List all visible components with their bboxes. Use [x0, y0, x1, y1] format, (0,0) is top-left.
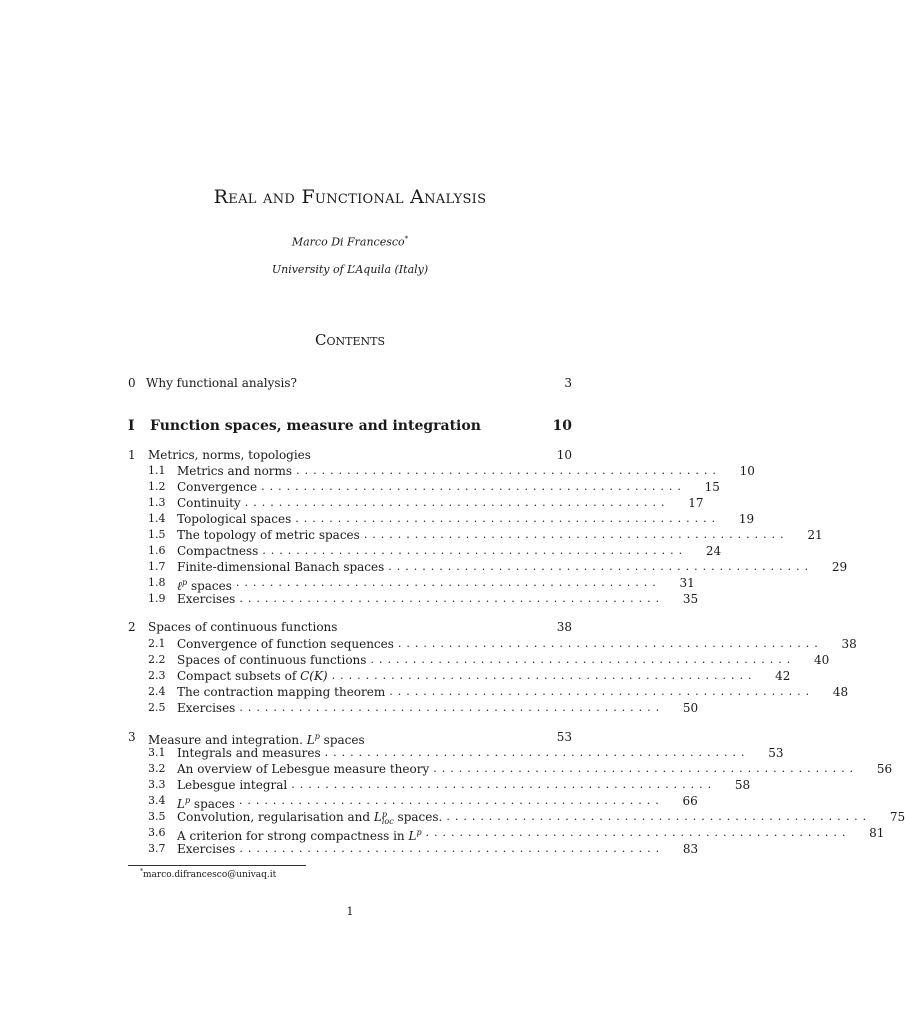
dot-leader: ..................................................: [244, 496, 670, 509]
section-title: Integrals and measures: [177, 746, 321, 760]
section-title: Finite-dimensional Banach spaces: [177, 560, 385, 574]
section-title: The contraction mapping theorem: [177, 685, 386, 699]
page-number: 1: [346, 905, 354, 918]
toc-section[interactable]: [148, 777, 751, 793]
section-title: Convergence: [177, 480, 258, 494]
section-title: [177, 793, 235, 809]
section-title-text: A criterion for strong compactness in: [177, 829, 409, 843]
footnote-mark: *: [140, 868, 143, 875]
math-superscript: p: [182, 578, 188, 587]
chapter-title: Metrics, norms, topologies: [148, 448, 311, 462]
section-title-text: Convolution, regularisation and: [177, 810, 374, 824]
toc-section[interactable]: [148, 793, 698, 811]
dot-leader: ..................................................: [363, 528, 789, 541]
chapter-page: 10: [556, 448, 572, 462]
math-superscript: p: [184, 796, 191, 805]
chapter-title: Spaces of continuous functions: [148, 620, 338, 634]
footnote-rule: [128, 865, 306, 866]
section-title: Continuity: [177, 496, 241, 510]
section-title-text: spaces: [187, 579, 232, 593]
section-title: [177, 809, 442, 825]
section-page: 48: [832, 685, 849, 699]
section-number: 2.1: [148, 637, 166, 650]
toc-chapter-3[interactable]: [128, 729, 572, 745]
section-title: Exercises: [177, 842, 236, 856]
document-title: Real and Functional Analysis: [213, 186, 487, 208]
footnote-email[interactable]: marco.difrancesco@univaq.it: [143, 870, 277, 880]
dot-leader: ..................................................: [331, 669, 757, 682]
chapter-page: 38: [556, 620, 572, 634]
dot-leader: ..................................................: [291, 778, 717, 791]
toc-chapter-2[interactable]: [128, 619, 572, 635]
dot-leader: ..................................................: [324, 746, 750, 759]
dot-leader: ..................................................: [397, 637, 823, 650]
math-subscript: loc: [381, 816, 394, 826]
section-number: 1.5: [148, 528, 166, 541]
section-number: 1.6: [148, 544, 166, 557]
section-page: 83: [682, 842, 699, 856]
section-page: 35: [682, 592, 699, 606]
toc-section[interactable]: [148, 761, 893, 777]
dot-leader: ..................................................: [238, 794, 664, 807]
dot-leader: ..................................................: [235, 576, 661, 589]
dot-leader: ..................................................: [295, 512, 721, 525]
math-symbol: L: [408, 829, 417, 843]
dot-leader: ..................................................: [388, 560, 814, 573]
dot-leader: ..................................................: [261, 480, 686, 493]
dot-leader: ..................................................: [239, 592, 665, 605]
toc-section[interactable]: [148, 479, 720, 495]
dot-leader: ..................................................: [370, 653, 796, 666]
toc-section[interactable]: [148, 700, 699, 716]
toc-chapter-0[interactable]: [128, 375, 572, 391]
section-number: 1.1: [148, 464, 166, 477]
section-number: 1.8: [148, 576, 166, 589]
section-page: 75: [889, 810, 905, 824]
section-title-text: spaces: [190, 797, 235, 811]
section-page: 40: [814, 653, 830, 667]
math-symbol: L: [177, 797, 185, 811]
contents-heading: Contents: [315, 331, 385, 349]
author-name: Marco Di Francesco: [291, 235, 405, 249]
section-page: 66: [682, 794, 698, 808]
section-page: 24: [705, 544, 722, 558]
chapter-number: 0: [128, 376, 136, 390]
section-number: 1.9: [148, 592, 166, 605]
toc-section[interactable]: [148, 559, 848, 575]
section-title: Metrics and norms: [177, 464, 293, 478]
section-title: The topology of metric spaces: [177, 528, 360, 542]
toc-section[interactable]: [148, 543, 722, 559]
section-number: 3.2: [148, 762, 166, 775]
section-page: 38: [841, 637, 857, 651]
author-footnote-mark: *: [404, 235, 409, 243]
section-number: 2.5: [148, 701, 166, 714]
toc-section[interactable]: [148, 809, 905, 826]
toc-chapter-1[interactable]: [128, 447, 572, 463]
math-symbol: C(K): [300, 669, 328, 683]
section-title: [177, 668, 328, 684]
chapter-number: 1: [128, 448, 136, 462]
math-superscript: p: [314, 732, 320, 741]
footnote: [140, 868, 276, 880]
toc-section[interactable]: [148, 745, 784, 761]
section-number: 2.2: [148, 653, 166, 666]
section-page: 31: [679, 576, 695, 590]
dot-leader: ..................................................: [425, 826, 851, 839]
dot-leader: ..................................................: [239, 701, 665, 714]
section-number: 1.7: [148, 560, 166, 573]
section-title: An overview of Lebesgue measure theory: [177, 762, 430, 776]
affiliation: University of L’Aquila (Italy): [271, 263, 429, 276]
math-symbol: L: [373, 810, 382, 824]
section-page: 21: [807, 528, 823, 542]
toc-section[interactable]: [148, 575, 695, 593]
math-symbol: ℓ: [177, 579, 182, 593]
dot-leader: ..................................................: [296, 464, 721, 477]
section-number: 1.3: [148, 496, 166, 509]
toc-section[interactable]: [148, 825, 885, 843]
section-number: 2.3: [148, 669, 166, 682]
toc-section[interactable]: [148, 463, 755, 479]
section-title: Topological spaces: [177, 512, 292, 526]
chapter-title-tail: spaces: [319, 733, 365, 747]
part-number: I: [128, 418, 135, 434]
section-page: 81: [869, 826, 885, 840]
section-number: 3.5: [148, 810, 166, 823]
section-number: 3.3: [148, 778, 166, 791]
section-number: 2.4: [148, 685, 166, 698]
section-page: 19: [738, 512, 755, 526]
toc-section[interactable]: [148, 527, 823, 543]
section-title: Exercises: [177, 701, 236, 715]
section-title: Convergence of function sequences: [177, 637, 394, 651]
section-title: Compactness: [177, 544, 259, 558]
section-title: Spaces of continuous functions: [177, 653, 367, 667]
section-page: 15: [704, 480, 720, 494]
chapter-page: 3: [564, 376, 572, 390]
part-title: Function spaces, measure and integration: [150, 418, 481, 434]
section-page: 50: [682, 701, 699, 715]
math-superscript: p: [416, 828, 422, 837]
section-number: 3.4: [148, 794, 166, 807]
dot-leader: ..................................................: [433, 762, 859, 775]
math-symbol: L: [306, 733, 315, 747]
author-line: [0, 235, 700, 249]
section-title-tail: spaces.: [393, 810, 443, 824]
section-number: 1.4: [148, 512, 166, 525]
section-page: 17: [688, 496, 704, 510]
section-page: 53: [768, 746, 784, 760]
toc-section[interactable]: [148, 668, 791, 684]
section-number: 3.6: [148, 826, 166, 839]
toc-section[interactable]: [148, 495, 704, 511]
section-number: 3.7: [148, 842, 166, 855]
chapter-title-text: Measure and integration.: [148, 733, 307, 747]
section-number: 1.2: [148, 480, 166, 493]
toc-section[interactable]: [148, 591, 699, 607]
chapter-page: 53: [556, 730, 572, 744]
section-title: [177, 575, 232, 591]
section-page: 42: [775, 669, 791, 683]
toc-section[interactable]: [148, 652, 830, 668]
section-title-text: Compact subsets of: [177, 669, 301, 683]
dot-leader: ..................................................: [446, 810, 872, 823]
section-page: 58: [734, 778, 751, 792]
section-page: 29: [831, 560, 848, 574]
section-title: Exercises: [177, 592, 236, 606]
toc-section[interactable]: [148, 684, 849, 700]
toc-section[interactable]: [148, 636, 857, 652]
chapter-title: Why functional analysis?: [146, 376, 297, 390]
dot-leader: ..................................................: [239, 842, 665, 855]
section-number: 3.1: [148, 746, 166, 759]
section-title: [177, 825, 422, 841]
toc-section[interactable]: [148, 511, 755, 527]
section-page: 10: [739, 464, 755, 478]
section-title: Lebesgue integral: [177, 778, 288, 792]
chapter-number: 3: [128, 730, 136, 744]
dot-leader: ..................................................: [389, 685, 815, 698]
section-page: 56: [876, 762, 893, 776]
dot-leader: ..................................................: [262, 544, 688, 557]
chapter-number: 2: [128, 620, 136, 634]
toc-section[interactable]: [148, 841, 699, 857]
math-superscript: p: [381, 809, 387, 819]
part-page: 10: [552, 418, 572, 434]
math-scripts: [382, 811, 394, 825]
